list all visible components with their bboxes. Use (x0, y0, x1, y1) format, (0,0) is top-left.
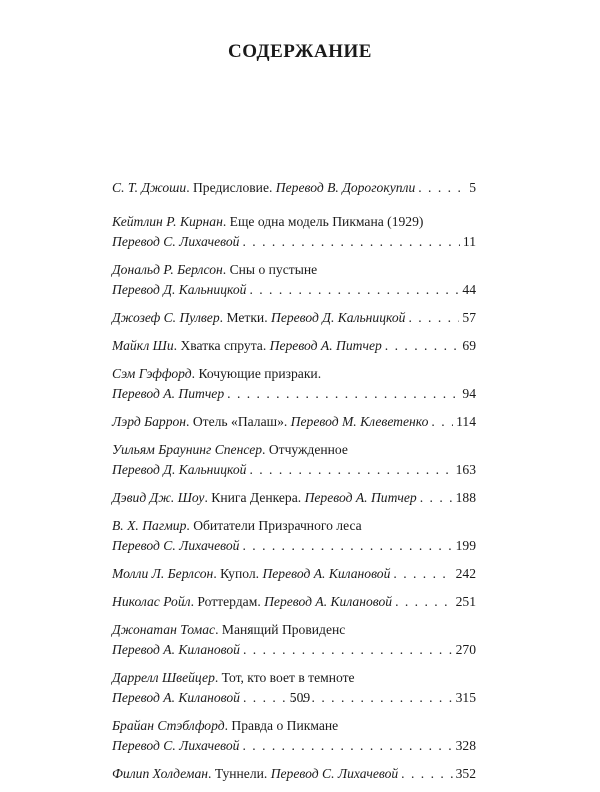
toc-entry: Кейтлин Р. Кирнан. Еще одна модель Пикмана (1929) Перевод С. Лихачевой . . . 11 (112, 212, 476, 252)
entry-title: Сны о пустыне (229, 262, 318, 277)
toc-entry: Дэвид Дж. Шоу. Книга Денкера. Перевод А. Питчер . . . 188 (112, 488, 476, 508)
entry-title: Кочующие призраки (198, 366, 318, 381)
entry-page: 188 (455, 490, 476, 505)
entry-author: Молли Л. Берлсон (112, 566, 214, 581)
toc-entry: Сэм Гэффорд. Кочующие призраки. Перевод А. Питчер . . . 94 (112, 364, 476, 404)
entry-title: Тот, кто воет в темноте (221, 670, 355, 685)
dot-leader (393, 564, 452, 584)
entry-title: Роттердам (197, 594, 258, 609)
dot-leader (243, 640, 453, 660)
entry-translator: Перевод А. Питчер (269, 338, 382, 353)
entry-title: Предисловие (192, 180, 269, 195)
dot-leader (242, 536, 452, 556)
page-title: СОДЕРЖАНИЕ (228, 41, 372, 62)
dot-leader (242, 736, 452, 756)
entry-author: Дэвид Дж. Шоу (112, 490, 205, 505)
toc-entry: Майкл Ши. Хватка спрута. Перевод А. Питчер . . . 69 (112, 336, 476, 356)
entry-title: Хватка спрута (180, 338, 263, 353)
entry-author: Уильям Браунинг Спенсер (112, 442, 263, 457)
entry-title: Правда о Пикмане (231, 718, 339, 733)
entry-page: 69 (462, 338, 476, 353)
entry-title: Купол (220, 566, 256, 581)
entry-page: 199 (455, 538, 476, 553)
entry-translator: Перевод А. Килановой (112, 642, 240, 657)
entry-title: Еще одна модель Пикмана (1929) (229, 214, 424, 229)
entry-page: 328 (455, 738, 476, 753)
entry-translator: Перевод Д. Кальницкой (112, 282, 247, 297)
dot-leader (431, 412, 453, 432)
entry-page: 352 (455, 766, 476, 781)
entry-translator: Перевод С. Лихачевой (270, 766, 399, 781)
entry-author: Даррелл Швейцер (112, 670, 215, 685)
entry-translator: Перевод А. Питчер (112, 386, 225, 401)
entry-title: Туннели (214, 766, 264, 781)
entry-page: 251 (455, 594, 476, 609)
entry-translator: Перевод А. Питчер (304, 490, 417, 505)
entry-author: Кейтлин Р. Кирнан (112, 214, 223, 229)
entry-translator: Перевод Д. Кальницкой (112, 462, 247, 477)
dot-leader (242, 232, 459, 252)
entry-author: Сэм Гэффорд (112, 366, 192, 381)
entry-translator: Перевод В. Дорогокупли (275, 180, 416, 195)
entry-author: Дональд Р. Берлсон (112, 262, 223, 277)
entry-author: Джозеф С. Пулвер (112, 310, 220, 325)
entry-title: Отчужденное (268, 442, 348, 457)
entry-page: 114 (456, 414, 476, 429)
dot-leader (418, 178, 466, 198)
entry-translator: Перевод А. Килановой (264, 594, 393, 609)
entry-translator: Перевод М. Клеветенко (290, 414, 429, 429)
entry-page: 11 (462, 234, 476, 249)
entry-author: Брайан Стэблфорд (112, 718, 225, 733)
entry-author: Николас Ройл (112, 594, 191, 609)
toc-entry: Молли Л. Берлсон. Купол. Перевод А. Килановой . . . 242 (112, 564, 476, 584)
entry-page: 242 (455, 566, 476, 581)
toc-entry: Джозеф С. Пулвер. Метки. Перевод Д. Кальницкой . . . 57 (112, 308, 476, 328)
dot-leader (385, 336, 460, 356)
dot-leader (249, 280, 459, 300)
entry-author: С. Т. Джоши (112, 180, 187, 195)
entry-translator: Перевод С. Лихачевой (112, 234, 240, 249)
toc-entry: Джонатан Томас. Манящий Провиденс Перевод А. Килановой . . . 270 (112, 620, 476, 660)
entry-page: 57 (462, 310, 476, 325)
entry-translator: Перевод Д. Кальницкой (271, 310, 406, 325)
dot-leader (227, 384, 459, 404)
entry-translator: Перевод А. Килановой (262, 566, 391, 581)
toc-entry: Уильям Браунинг Спенсер. Отчужденное Перевод Д. Кальницкой . . . 163 (112, 440, 476, 480)
entry-page: 270 (455, 642, 476, 657)
entry-title: Манящий Провиденс (221, 622, 346, 637)
toc-entry: Филип Холдеман. Туннели. Перевод С. Лихачевой . . . 352 (112, 764, 476, 784)
toc-entry: Даррелл Швейцер. Тот, кто воет в темноте Перевод А. Килановой . . . 315 (112, 668, 476, 708)
entry-author: В. Х. Пагмир (112, 518, 187, 533)
entry-author: Джонатан Томас (112, 622, 216, 637)
entry-translator: Перевод А. Килановой (112, 690, 240, 705)
dot-leader (420, 488, 453, 508)
entry-translator: Перевод С. Лихачевой (112, 738, 240, 753)
toc-entry: Дональд Р. Берлсон. Сны о пустыне Перевод Д. Кальницкой . . . 44 (112, 260, 476, 300)
toc-entry: Брайан Стэблфорд. Правда о Пикмане Перевод С. Лихачевой . . . 328 (112, 716, 476, 756)
dot-leader (408, 308, 459, 328)
dot-leader (401, 764, 452, 784)
dot-leader (249, 460, 452, 480)
entry-page: 44 (462, 282, 476, 297)
entry-page: 94 (462, 386, 476, 401)
entry-author: Майкл Ши (112, 338, 174, 353)
entry-page: 315 (455, 690, 476, 705)
entry-title: Отель «Палаш» (192, 414, 284, 429)
toc-entry: С. Т. Джоши. Предисловие. Перевод В. Дорогокупли . . . 5 (112, 178, 476, 198)
entry-title: Книга Денкера (211, 490, 298, 505)
toc-entry: Николас Ройл. Роттердам. Перевод А. Килановой . . . 251 (112, 592, 476, 612)
page-number: 509 (289, 690, 311, 705)
entry-translator: Перевод С. Лихачевой (112, 538, 240, 553)
entry-author: Лэрд Баррон (112, 414, 187, 429)
dot-leader (395, 592, 453, 612)
entry-page: 5 (469, 180, 476, 195)
entry-title: Обитатели Призрачного леса (193, 518, 362, 533)
toc-entry: В. Х. Пагмир. Обитатели Призрачного леса Перевод С. Лихачевой . . . 199 (112, 516, 476, 556)
entry-page: 163 (455, 462, 476, 477)
entry-title: Метки (226, 310, 265, 325)
toc-entry: Лэрд Баррон. Отель «Палаш». Перевод М. Клеветенко . . . 114 (112, 412, 476, 432)
entry-author: Филип Холдеман (112, 766, 209, 781)
